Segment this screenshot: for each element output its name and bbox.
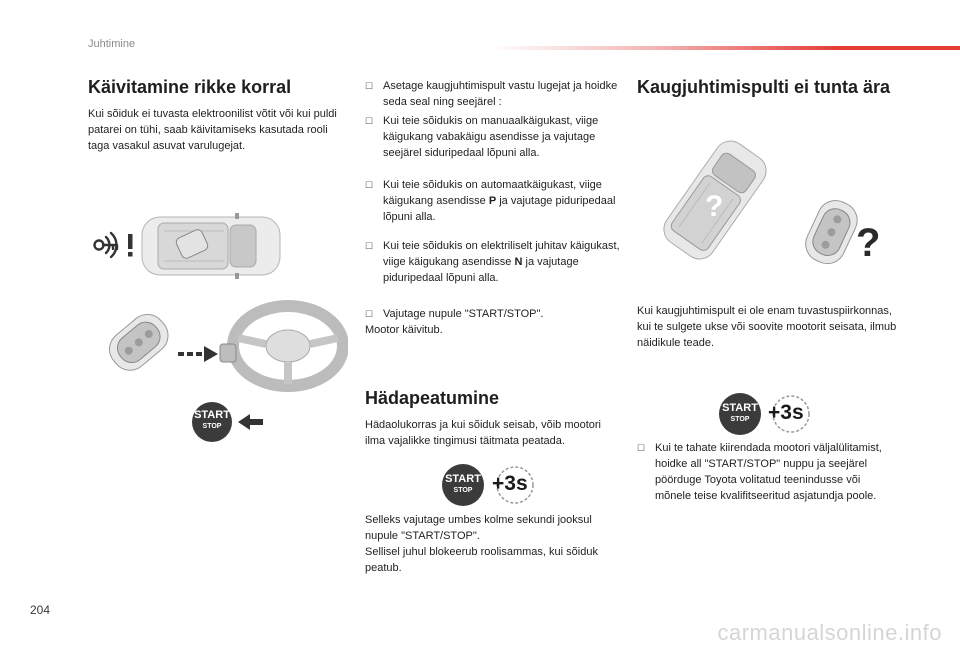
- bullet-item: [365, 238, 620, 286]
- plus-3s-label: +3s: [768, 401, 804, 424]
- gear-p-label: P: [488, 195, 497, 207]
- start-label: START: [445, 473, 481, 485]
- stop-label: STOP: [730, 416, 750, 423]
- bullet-item: [365, 177, 620, 225]
- start-label: START: [194, 409, 230, 421]
- paragraph-start-failure: Kui sõiduk ei tuvasta elektroonilist võtit või kui puldi patarei on tühi, saab käivitamiseks kasutada rooli taga vasakul asuvat varulugejat.: [88, 108, 337, 152]
- bullet-marker-icon: ☐: [365, 241, 374, 251]
- bullet-text: Kui teie sõidukis on manuaalkäigukast, viige käigukang vabakäigu asendisse ja vajutage seejärel siduripedaal lõpuni alla.: [383, 115, 599, 159]
- header-rule: [490, 46, 960, 50]
- bullet-marker-icon: ☐: [365, 116, 374, 126]
- section-label: Juhtimine: [88, 38, 136, 50]
- question-mark-icon: ?: [705, 190, 724, 223]
- watermark: carmanualsonline.info: [717, 620, 942, 645]
- steering-wheel-image: [218, 298, 348, 398]
- paragraph-key-not-detected: Kui kaugjuhtimispult ei ole enam tuvastuspiirkonnas, kui te sulgete ukse või soovite mootorit seisata, ilmub näidikule teade.: [637, 305, 897, 349]
- car-top-view-image: [140, 211, 285, 281]
- gear-n-label: N: [514, 256, 523, 268]
- plus-3s-label: +3s: [492, 472, 528, 495]
- bullet-item: [365, 306, 620, 322]
- key-warning-icon: [92, 228, 138, 262]
- stop-label: STOP: [453, 487, 473, 494]
- bullet-item: [637, 440, 887, 504]
- bullet-text: Kui teie sõidukis on elektriliselt juhitav käigukast, viige käigukang asendisse: [383, 240, 620, 268]
- bullet-text: Kui teie sõidukis on automaatkäigukast, viige käigukang asendisse: [383, 179, 602, 207]
- bullet-text: Kui te tahate kiirendada mootori väljalülitamist, hoidke all "START/STOP" nuppu ja seejärel pöörduge Toyota volitatud teenindusse või mõnele teise kvalifitseeritud asjatundja poole.: [655, 442, 882, 502]
- start-stop-button-icon: [441, 463, 485, 507]
- bullet-item: [365, 113, 620, 161]
- start-stop-button-icon: [718, 392, 762, 436]
- bullet-text-tail: ja vajutage piduripedaal lõpuni alla.: [383, 195, 616, 223]
- arrow-left-icon: [236, 412, 264, 432]
- start-stop-button-icon: [191, 401, 233, 443]
- bullet-marker-icon: ☐: [365, 180, 374, 190]
- arrow-right-icon: [178, 344, 220, 364]
- key-fob-image: [98, 307, 178, 379]
- paragraph-emergency-instructions: [365, 512, 623, 576]
- steering-lock-note: Sellisel juhul blokeerub roolisammas, kui sõiduk peatub.: [365, 546, 598, 574]
- bullet-text-tail: ja vajutage piduripedaal lõpuni alla.: [383, 256, 579, 284]
- question-mark-icon: ?: [856, 221, 881, 265]
- heading-start-failure: Käivitamine rikke korral: [88, 77, 292, 97]
- bullet-item: [365, 78, 620, 110]
- heading-emergency-stop: Hädapeatumine: [365, 388, 500, 408]
- bullet-text: Asetage kaugjuhtimispult vastu lugejat ja hoidke seda seal ning seejärel :: [383, 80, 618, 108]
- engine-started-text: Mootor käivitub.: [365, 324, 443, 336]
- heading-key-not-detected: Kaugjuhtimispulti ei tunta ära: [637, 77, 891, 97]
- page-number: 204: [30, 603, 51, 617]
- bullet-marker-icon: ☐: [637, 443, 646, 453]
- bullet-text: Vajutage nupule "START/STOP".: [383, 308, 544, 320]
- bullet-marker-icon: ☐: [365, 81, 374, 91]
- instruction-line: Selleks vajutage umbes kolme sekundi jooksul nupule "START/STOP".: [365, 514, 592, 542]
- stop-label: STOP: [202, 423, 222, 430]
- bullet-marker-icon: ☐: [365, 309, 374, 319]
- start-label: START: [722, 402, 758, 414]
- paragraph-emergency-stop: Hädaolukorras ja kui sõiduk seisab, võib mootori ilma vajalikke tingimusi täitmata peatada.: [365, 419, 602, 447]
